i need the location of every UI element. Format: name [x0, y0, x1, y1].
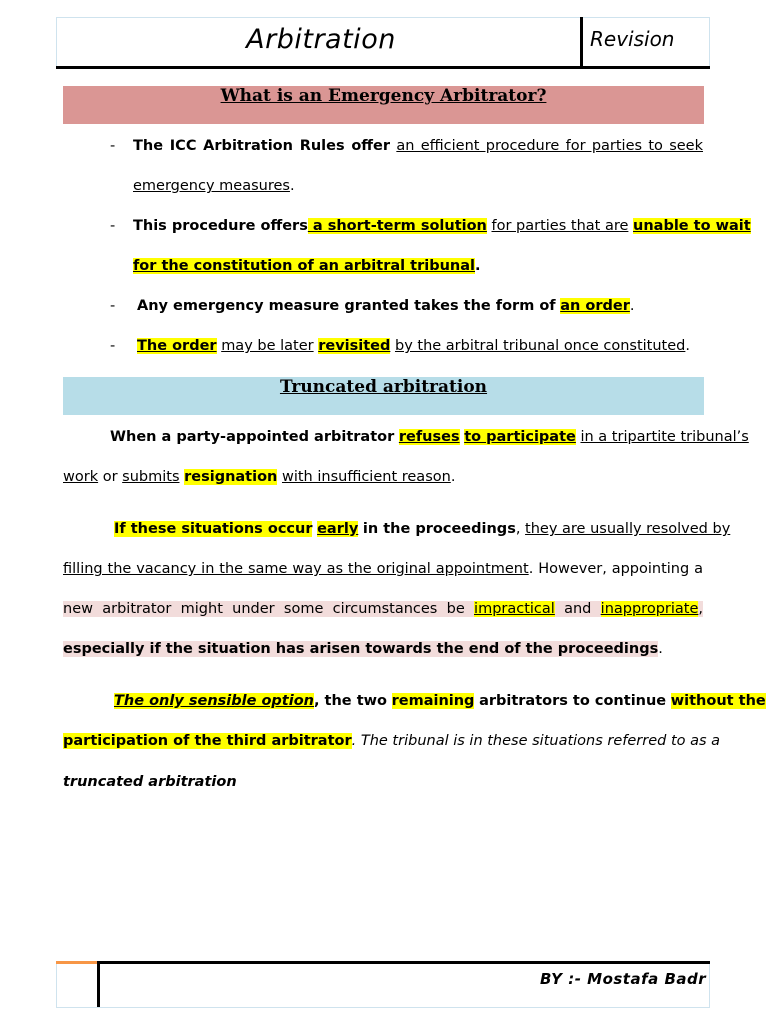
section-heading-truncated — [63, 377, 704, 415]
bullet-dash: - — [110, 298, 116, 314]
revision-tag: Revision — [590, 27, 675, 51]
footer-divider — [97, 961, 100, 1007]
footer-accent — [56, 961, 98, 964]
para-2-line-3: new arbitrator might under some circumstances be impractical and inappropriate, — [63, 601, 703, 617]
footer-author: BY :- Mostafa Badr — [540, 970, 707, 988]
bullet-1-line-2: emergency measures. — [133, 178, 295, 194]
para-1-line-1: When a party-appointed arbitrator refuses to participate in a tripartite tribunal’s — [110, 429, 749, 445]
section-heading-text: What is an Emergency Arbitrator? — [220, 86, 547, 106]
para-1-line-2: work or submits resignation with insufficient reason. — [63, 469, 456, 485]
section-heading-text: Truncated arbitration — [279, 377, 488, 397]
footer-rule — [56, 961, 710, 964]
bullet-2-line-2: for the constitution of an arbitral tribunal. — [133, 258, 481, 274]
section-heading-emergency — [63, 86, 704, 124]
para-2-line-4: especially if the situation has arisen towards the end of the proceedings. — [63, 641, 663, 657]
para-3-line-1: The only sensible option, the two remaining arbitrators to continue without the — [114, 693, 766, 709]
bullet-4-line: The order may be later revisited by the arbitral tribunal once constituted. — [137, 338, 690, 354]
page-title: Arbitration — [246, 24, 396, 55]
bullet-3-line: Any emergency measure granted takes the form of an order. — [137, 298, 635, 314]
para-3-line-3: truncated arbitration — [63, 774, 237, 790]
para-2-line-1: If these situations occur early in the proceedings, they are usually resolved by — [114, 521, 731, 537]
para-2-line-2: filling the vacancy in the same way as the original appointment. However, appointing a — [63, 561, 703, 577]
bullet-dash: - — [110, 338, 116, 354]
para-3-line-2: participation of the third arbitrator. The tribunal is in these situations referred to as a — [63, 733, 721, 749]
bullet-1-line-1: The ICC Arbitration Rules offer an efficient procedure for parties to seek — [133, 138, 703, 154]
bullet-2-line-1: This procedure offers a short-term solution for parties that are unable to wait — [133, 218, 751, 234]
bullet-dash: - — [110, 138, 116, 154]
bullet-dash: - — [110, 218, 116, 234]
header-rule — [56, 66, 710, 69]
